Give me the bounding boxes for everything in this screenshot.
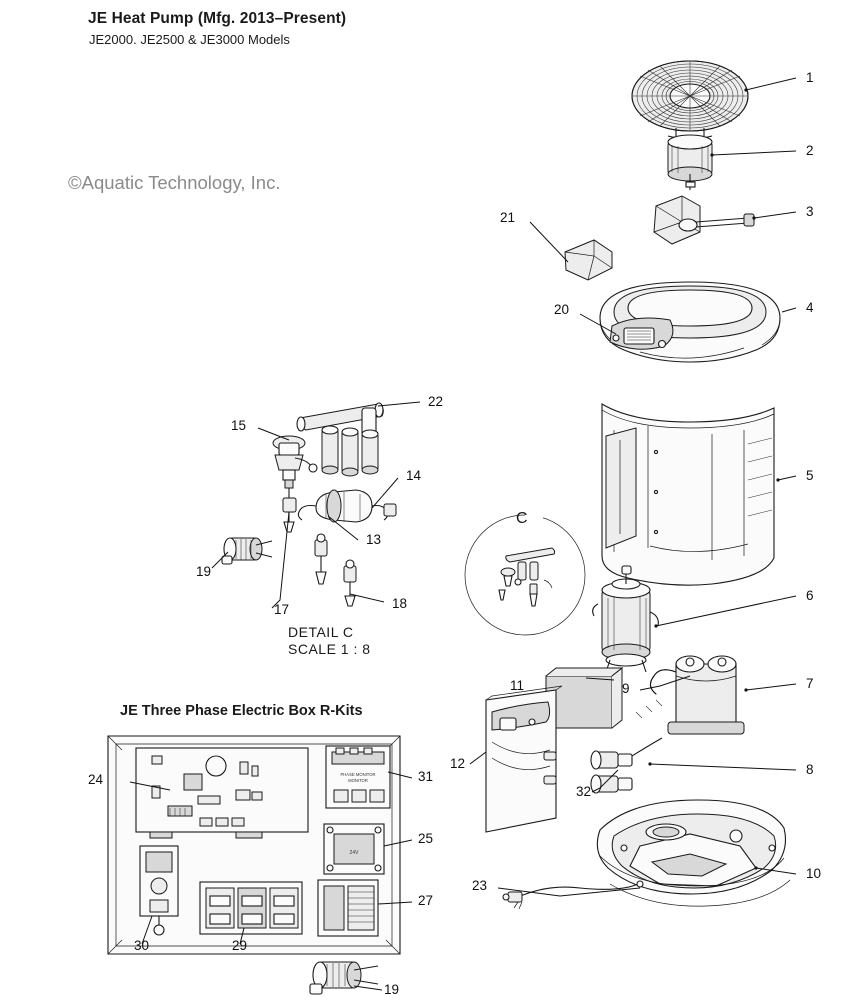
svg-text:MONITOR: MONITOR (348, 778, 368, 783)
part-motor-bracket (654, 196, 754, 244)
callout-19: 19 (196, 564, 212, 579)
callout-1: 1 (806, 70, 814, 85)
part-small-cover (565, 240, 612, 280)
watermark-text: ©Aquatic Technology, Inc. (68, 172, 281, 193)
part-base-pan (597, 800, 790, 906)
page-subtitle: JE2000. JE2500 & JE3000 Models (89, 32, 290, 47)
part-cabinet-wrap (602, 404, 774, 585)
detail-c-circle (465, 515, 585, 635)
callout-9: 9 (622, 681, 630, 696)
electric-box-panel (108, 736, 400, 994)
callout-2: 2 (806, 143, 814, 158)
part-side-panel (486, 686, 562, 832)
part-main-board (136, 748, 308, 838)
electric-box-section-title: JE Three Phase Electric Box R-Kits (120, 703, 363, 719)
svg-text:24V: 24V (349, 850, 359, 856)
callout-12: 12 (450, 756, 466, 771)
part-expansion-valve (273, 436, 317, 532)
callout-23: 23 (472, 878, 488, 893)
callout-27: 27 (418, 893, 434, 908)
part-electric-box (546, 668, 622, 728)
callout-13: 13 (366, 532, 382, 547)
callout-18: 18 (392, 596, 408, 611)
callout-24: 24 (88, 772, 104, 787)
callout-17: 17 (274, 602, 290, 617)
callout-15: 15 (231, 418, 247, 433)
callout-8: 8 (806, 762, 814, 777)
callout-3: 3 (806, 204, 814, 219)
part-sensor-bulb-13 (315, 534, 327, 584)
callout-4: 4 (806, 300, 814, 315)
part-contactors (200, 882, 302, 934)
callout-7: 7 (806, 676, 814, 691)
part-top-cover (600, 282, 780, 362)
callout-5: 5 (806, 468, 814, 483)
detail-c-caption-1: DETAIL C (288, 624, 354, 640)
part-union-fitting-2 (591, 775, 632, 793)
part-coil-19 (222, 538, 272, 564)
detail-c-marker: C (516, 510, 529, 527)
part-coil-19b (310, 962, 378, 994)
callout-20: 20 (554, 302, 570, 317)
part-sensor-bulb-18 (344, 560, 356, 606)
part-breaker-block (318, 880, 378, 936)
part-transformer (324, 824, 384, 874)
part-control-panel (610, 318, 673, 349)
callout-30: 30 (134, 938, 150, 953)
callout-32: 32 (576, 784, 592, 799)
callout-21: 21 (500, 210, 516, 225)
detail-c-caption-2: SCALE 1 : 8 (288, 641, 371, 657)
page-title: JE Heat Pump (Mfg. 2013–Present) (88, 10, 347, 27)
callout-29: 29 (232, 938, 248, 953)
callout-31: 31 (418, 769, 434, 784)
callout-25: 25 (418, 831, 434, 846)
part-filter-drier (298, 490, 396, 522)
part-fan-grille (632, 61, 748, 139)
callout-6: 6 (806, 588, 814, 603)
callout-11: 11 (510, 678, 525, 693)
svg-text:PHASE MONITOR: PHASE MONITOR (340, 772, 376, 777)
callout-19b: 19 (384, 982, 400, 997)
part-phase-monitor (326, 746, 390, 808)
callout-10: 10 (806, 866, 822, 881)
part-fan-motor (668, 135, 712, 190)
callout-14: 14 (406, 468, 422, 483)
callout-22: 22 (428, 394, 444, 409)
